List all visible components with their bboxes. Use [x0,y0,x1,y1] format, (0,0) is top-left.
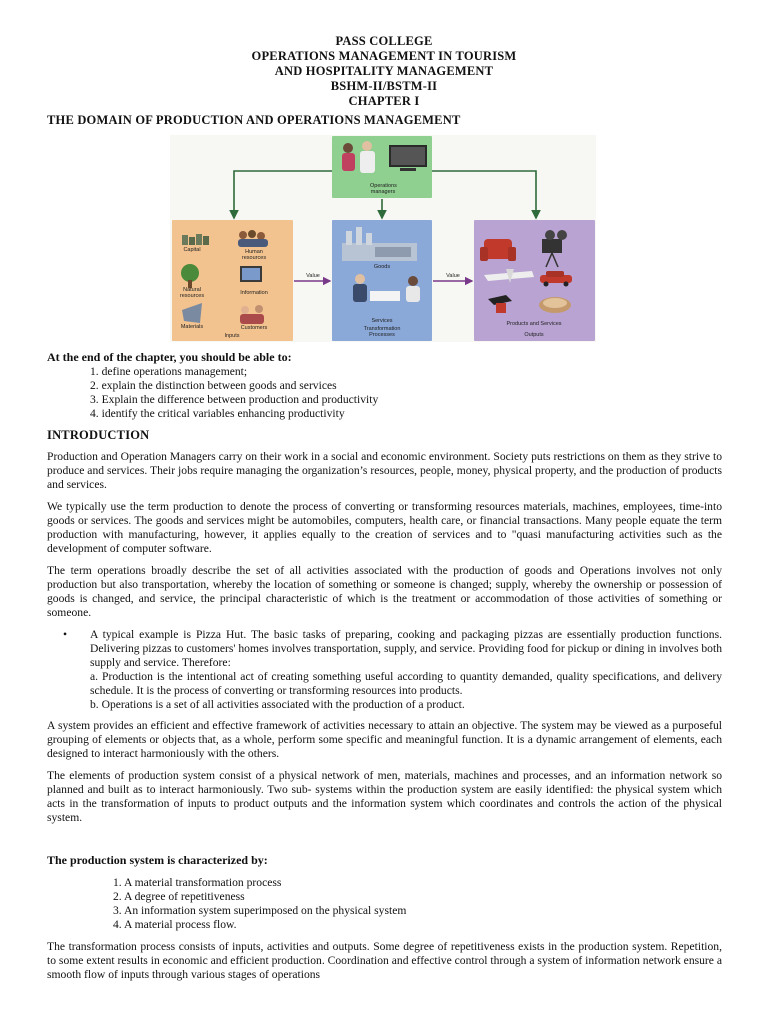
course-title-line-2: AND HOSPITALITY MANAGEMENT [274,64,494,78]
characteristic-item: 4. A material process flow. [113,918,237,932]
college-name: PASS COLLEGE [335,34,433,48]
inputs-illustrations [181,230,268,324]
sub-item-b: b. Operations is a set of all activities associated with the production of a product. [90,698,465,711]
paragraph-4: A system provides an efficient and effective framework of activities necessary to attain an objective. The system may be viewed as a purposeful grouping of elements or objects that, as a whole, perform some specific and meaningful function. It is a dynamic arrangement of elements, each designed to interact harmoniously with the others. [47,719,722,761]
natural-resources-label: Natural resources [179,287,205,299]
document-header [0,34,768,109]
objective-item: 2. explain the distinction between goods and services [90,379,337,393]
products-services-label: Products and Services [506,321,562,327]
objective-item: 4. identify the critical variables enhancing productivity [90,407,345,421]
paragraph-6: The transformation process consists of inputs, activities and outputs. Some degree of repetitiveness exists in the production system. Repetition, to some extent results in economic and efficient production. Coordination and effective control through a system of information network ensure a smooth flow of inputs through various stages of operations [47,940,722,982]
value-label-right: Value [446,273,460,279]
services-label: Services [371,318,393,324]
materials-label: Materials [180,324,204,330]
objectives-lead: At the end of the chapter, you should be able to: [47,350,292,364]
capital-label: Capital [183,247,201,253]
operations-diagram [170,135,596,342]
characteristics-list [113,876,406,932]
goods-label: Goods [373,264,391,270]
value-label-left: Value [306,273,320,279]
diagram-graphics [170,135,596,342]
bullet-text: A typical example is Pizza Hut. The basic tasks of preparing, cooking and packaging pizzas are essentially production functions. Delivering pizzas to customers' homes involves transportation, supply, and service. Providing food for pickup or dining in involves both supply and service. Therefore: [90,628,722,670]
paragraph-5: The elements of production system consist of a physical network of men, materials, machines and processes, and an information network so planned and built as to interact harmoniously. Two sub- systems within the production system are easily identified: the physical system which acts in the transformation of inputs to product outputs and the information system which coordinates and controls the action of the physical system. [47,769,722,825]
paragraph-2: We typically use the term production to denote the process of converting or transforming resources materials, machines, employees, time-into goods or services. The goods and services might be automobiles, computers, health care, or financial transactions. Many people equate the term production with manufacturing, however, it applies equally to the creation of services and to "quasi manufacturing activities such as the development of computer software. [47,500,722,556]
managers-label: Operations managers [370,183,397,195]
paragraph-3: The term operations broadly describe the set of all activities associated with the production of goods and Operations involves not only production but also transportation, whereby the location of something or someone is changed; supply, whereby the ownership or possession of goods is changed, and service, the principal characteristic of which is the treatment or accommodation of those activities of something or someone. [47,564,722,620]
chapter-label: CHAPTER I [348,94,420,108]
characteristic-item: 2. A degree of repetitiveness [113,890,245,904]
inputs-caption: Inputs [224,333,240,339]
managers-illustration [342,141,427,173]
sub-item-a: a. Production is the intentional act of creating something useful according to quantity demanded, quality specifications, and delivery schedule. It is the process of converting or transforming resources into products. [90,670,722,698]
introduction-heading: INTRODUCTION [47,428,150,442]
course-title-line-1: OPERATIONS MANAGEMENT IN TOURISM [251,49,517,63]
information-label: Information [240,290,268,296]
objective-item: 3. Explain the difference between production and productivity [90,393,379,407]
characteristic-item: 3. An information system superimposed on the physical system [113,904,407,918]
characteristics-heading: The production system is characterized by: [47,853,268,867]
objective-item: 1. define operations management; [90,365,248,378]
outputs-illustrations [480,230,572,313]
program-code: BSHM-II/BSTM-II [330,79,438,93]
paragraph-1: Production and Operation Managers carry on their work in a social and economic environment. Society puts restrictions on them as they strive to produce and services. Their jobs require managing the organization’s resources, people, money, physical property, and the production of products and services. [47,450,722,492]
bullet-dot-icon: • [63,628,68,641]
characteristic-item: 1. A material transformation process [113,876,282,889]
outputs-caption: Outputs [524,332,544,338]
objectives-list [90,365,378,421]
transformation-caption: Transformation Processes [363,326,401,338]
customers-label: Customers [240,325,268,331]
human-resources-label: Human resources [241,249,267,261]
section-title: THE DOMAIN OF PRODUCTION AND OPERATIONS MANAGEMENT [47,113,461,127]
